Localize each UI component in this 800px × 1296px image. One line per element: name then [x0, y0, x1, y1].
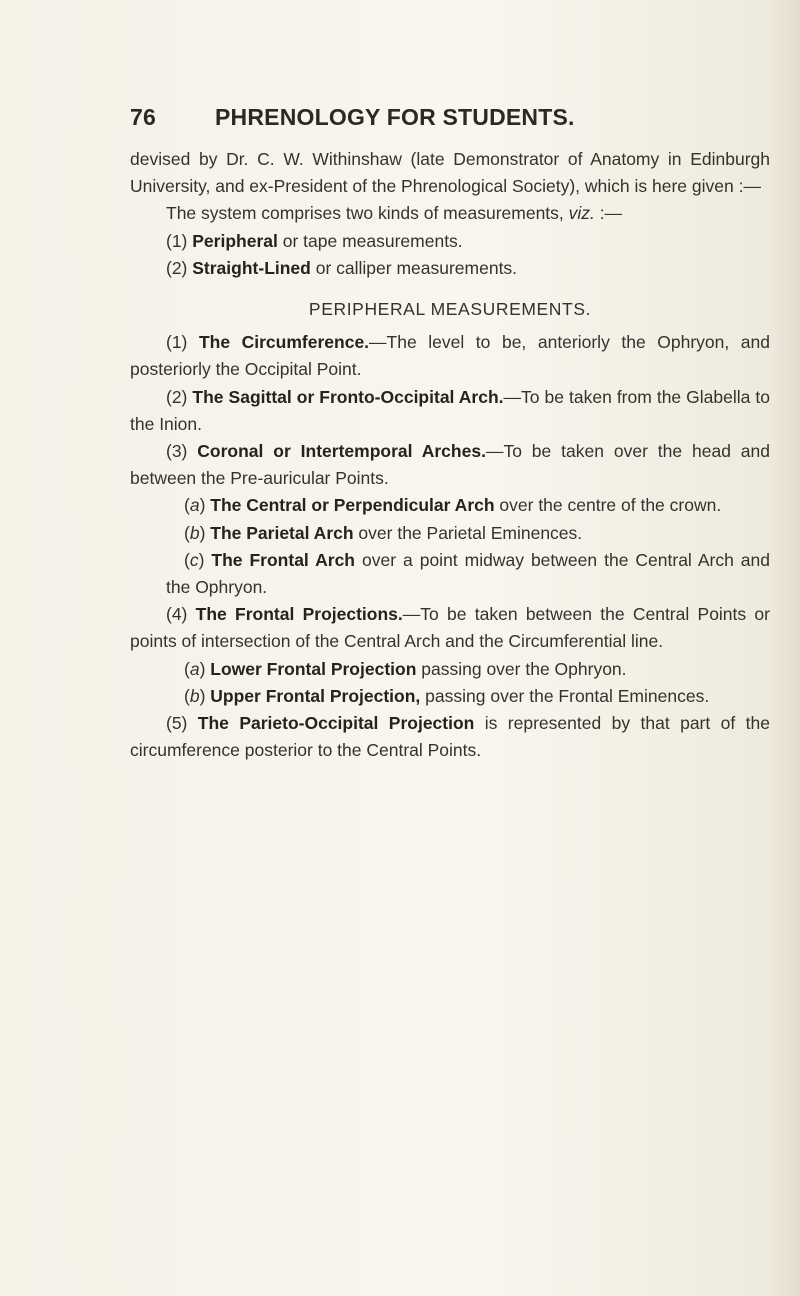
item-number: (2) [166, 386, 193, 407]
item-text: —To be taken between the Central Points or points of intersection of the Central Arch and the Circumferential line. [130, 604, 770, 652]
item-number: (5) [166, 713, 198, 734]
measurement-item [130, 710, 770, 764]
running-title: PHRENOLOGY FOR STUDENTS. [215, 104, 575, 130]
item-term: Straight-Lined [192, 257, 311, 278]
item-letter: c [189, 549, 199, 570]
item-term: The Circumference. [198, 332, 370, 353]
measurement-subitem [166, 683, 770, 710]
intro-paragraph: devised by Dr. C. W. Withinshaw (late Demonstrator of Anatomy in Edinburgh University, and ex-President of the Phrenological Society), which is here given :— [130, 149, 770, 197]
item-number-close: ) [199, 522, 211, 543]
item-number: (1) [166, 230, 193, 251]
item-term: Lower Frontal Projection [210, 658, 417, 679]
system-lead: The system comprises two kinds of measurements, [166, 203, 569, 224]
item-text: passing over the Ophryon. [416, 658, 627, 679]
item-text: —To be taken over the head and between the Pre-auricular Points. [130, 441, 771, 489]
measurement-item [130, 384, 770, 438]
kind-item [130, 228, 770, 255]
measurement-item [130, 438, 770, 492]
page-body [130, 146, 770, 764]
item-text: passing over the Frontal Eminences. [420, 685, 710, 706]
item-text: over a point midway between the Central Arch and the Ophryon. [166, 549, 770, 598]
item-number: (1) [166, 332, 199, 353]
item-letter: a [189, 495, 200, 516]
measurement-subitem [166, 520, 770, 547]
item-term: The Central or Perpendicular Arch [210, 495, 495, 516]
item-term: The Sagittal or Fronto-Occipital Arch. [192, 386, 504, 407]
measurement-item [130, 601, 770, 655]
item-term: Upper Frontal Projection, [210, 685, 421, 706]
item-number: (3) [166, 441, 198, 462]
section-heading: PERIPHERAL MEASUREMENTS. [308, 299, 592, 320]
item-number: (2) [166, 257, 193, 278]
item-number: (4) [166, 604, 196, 625]
item-term: The Frontal Arch [211, 549, 355, 570]
item-text: or tape measurements. [277, 230, 463, 251]
viz-tail: :— [594, 203, 623, 224]
item-text: —The level to be, anteriorly the Ophryon, and posteriorly the Occipital Point. [130, 332, 771, 380]
viz-abbrev: viz. [568, 203, 595, 224]
item-text: over the centre of the crown. [494, 495, 722, 516]
kind-item [130, 255, 770, 282]
item-text: over the Parietal Eminences. [353, 522, 583, 543]
item-term: Coronal or Intertemporal Arches. [197, 441, 486, 462]
item-text: or calliper measurements. [310, 257, 518, 278]
item-letter: a [189, 658, 200, 679]
item-number-open: ( [184, 522, 190, 543]
item-number-close: ) [198, 549, 212, 570]
item-term: Peripheral [192, 230, 278, 251]
item-term: The Parieto-Occipital Projection [197, 713, 475, 734]
item-term: The Frontal Projections. [195, 604, 403, 625]
item-number-open: ( [184, 549, 190, 570]
system-paragraph [130, 200, 770, 227]
measurement-subitem [166, 547, 770, 601]
item-number-open: ( [184, 685, 190, 706]
measurement-subitem [166, 656, 770, 683]
page-number: 76 [130, 104, 156, 130]
item-text: —To be taken from the Glabella to the Inion. [130, 386, 770, 434]
measurement-subitem [166, 492, 770, 519]
item-number-close: ) [199, 685, 211, 706]
item-term: The Parietal Arch [210, 522, 354, 543]
item-number-open: ( [184, 495, 190, 516]
item-letter: b [189, 522, 200, 543]
item-number-close: ) [199, 495, 211, 516]
item-number-open: ( [184, 658, 190, 679]
item-text: is represented by that part of the circumference posterior to the Central Points. [130, 713, 770, 761]
measurement-item [130, 329, 770, 383]
item-letter: b [189, 685, 200, 706]
item-number-close: ) [199, 658, 211, 679]
